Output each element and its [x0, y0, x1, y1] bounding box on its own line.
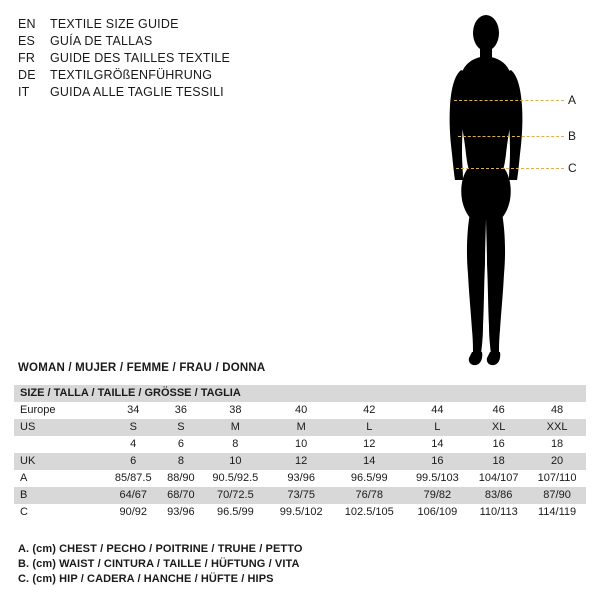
cell: 68/70: [160, 487, 201, 504]
cell: 36: [160, 402, 201, 419]
cell: 93/96: [269, 470, 333, 487]
cell: L: [333, 419, 406, 436]
language-code: DE: [18, 68, 36, 82]
language-header: [18, 16, 318, 101]
row-label: A: [14, 470, 106, 487]
cell: M: [201, 419, 269, 436]
cell: 64/67: [106, 487, 160, 504]
cell: 16: [406, 453, 470, 470]
table-header-label: SIZE / TALLA / TAILLE / GRÖSSE / TAGLIA: [14, 385, 586, 402]
cell: 73/75: [269, 487, 333, 504]
cell: 90.5/92.5: [201, 470, 269, 487]
measure-label-b: B: [568, 129, 577, 143]
row-label: C: [14, 504, 106, 521]
cell: 110/113: [469, 504, 528, 521]
cell: 79/82: [406, 487, 470, 504]
cell: 18: [528, 436, 586, 453]
language-text: GUÍA DE TALLAS: [50, 34, 153, 48]
body-figure: [420, 8, 595, 378]
table-row: [14, 436, 586, 453]
cell: 44: [406, 402, 470, 419]
section-title: WOMAN / MUJER / FEMME / FRAU / DONNA: [18, 362, 266, 374]
row-label: [14, 436, 106, 453]
cell: S: [106, 419, 160, 436]
cell: 107/110: [528, 470, 586, 487]
measure-label-a: A: [568, 93, 577, 107]
row-label: US: [14, 419, 106, 436]
language-row: [18, 67, 318, 84]
language-text: TEXTILGRÖßENFÜHRUNG: [50, 68, 213, 82]
cell: XL: [469, 419, 528, 436]
cell: 34: [106, 402, 160, 419]
table-row: [14, 402, 586, 419]
measure-line-b: [458, 136, 564, 137]
cell: 96.5/99: [333, 470, 406, 487]
measurement-legend: [18, 542, 578, 587]
cell: 42: [333, 402, 406, 419]
cell: 93/96: [160, 504, 201, 521]
measure-line-a: [454, 100, 564, 101]
table-row: [14, 470, 586, 487]
cell: 48: [528, 402, 586, 419]
cell: 87/90: [528, 487, 586, 504]
cell: 88/90: [160, 470, 201, 487]
cell: 4: [106, 436, 160, 453]
table-row: [14, 487, 586, 504]
legend-row-b: B. (cm) WAIST / CINTURA / TAILLE / HÜFTUNG / VITA: [18, 558, 300, 570]
cell: 83/86: [469, 487, 528, 504]
cell: 70/72.5: [201, 487, 269, 504]
table-header-row: [14, 385, 586, 402]
table-row: [14, 504, 586, 521]
cell: 12: [333, 436, 406, 453]
cell: 104/107: [469, 470, 528, 487]
cell: 14: [406, 436, 470, 453]
cell: S: [160, 419, 201, 436]
language-text: TEXTILE SIZE GUIDE: [50, 17, 179, 31]
language-code: FR: [18, 51, 36, 65]
language-row: [18, 16, 318, 33]
cell: 18: [469, 453, 528, 470]
language-text: GUIDA ALLE TAGLIE TESSILI: [50, 85, 224, 99]
cell: M: [269, 419, 333, 436]
cell: 90/92: [106, 504, 160, 521]
cell: 76/78: [333, 487, 406, 504]
row-label: UK: [14, 453, 106, 470]
cell: 16: [469, 436, 528, 453]
row-label: B: [14, 487, 106, 504]
size-table: [14, 385, 586, 521]
cell: L: [406, 419, 470, 436]
cell: XXL: [528, 419, 586, 436]
cell: 6: [106, 453, 160, 470]
language-row: [18, 33, 318, 50]
cell: 6: [160, 436, 201, 453]
language-code: ES: [18, 34, 36, 48]
cell: 106/109: [406, 504, 470, 521]
measure-label-c: C: [568, 161, 577, 175]
female-silhouette-icon: [420, 8, 595, 378]
legend-row-c: C. (cm) HIP / CADERA / HANCHE / HÜFTE / HIPS: [18, 573, 274, 585]
measure-line-c: [456, 168, 564, 169]
cell: 99.5/103: [406, 470, 470, 487]
table-row: [14, 419, 586, 436]
row-label: Europe: [14, 402, 106, 419]
table-row: [14, 453, 586, 470]
language-code: EN: [18, 17, 36, 31]
cell: 96.5/99: [201, 504, 269, 521]
cell: 46: [469, 402, 528, 419]
cell: 102.5/105: [333, 504, 406, 521]
cell: 10: [269, 436, 333, 453]
cell: 8: [160, 453, 201, 470]
language-code: IT: [18, 85, 30, 99]
cell: 10: [201, 453, 269, 470]
cell: 20: [528, 453, 586, 470]
cell: 114/119: [528, 504, 586, 521]
language-row: [18, 50, 318, 67]
language-text: GUIDE DES TAILLES TEXTILE: [50, 51, 231, 65]
language-row: [18, 84, 318, 101]
cell: 38: [201, 402, 269, 419]
cell: 85/87.5: [106, 470, 160, 487]
cell: 8: [201, 436, 269, 453]
cell: 99.5/102: [269, 504, 333, 521]
cell: 12: [269, 453, 333, 470]
legend-row-a: A. (cm) CHEST / PECHO / POITRINE / TRUHE / PETTO: [18, 543, 303, 555]
cell: 14: [333, 453, 406, 470]
cell: 40: [269, 402, 333, 419]
